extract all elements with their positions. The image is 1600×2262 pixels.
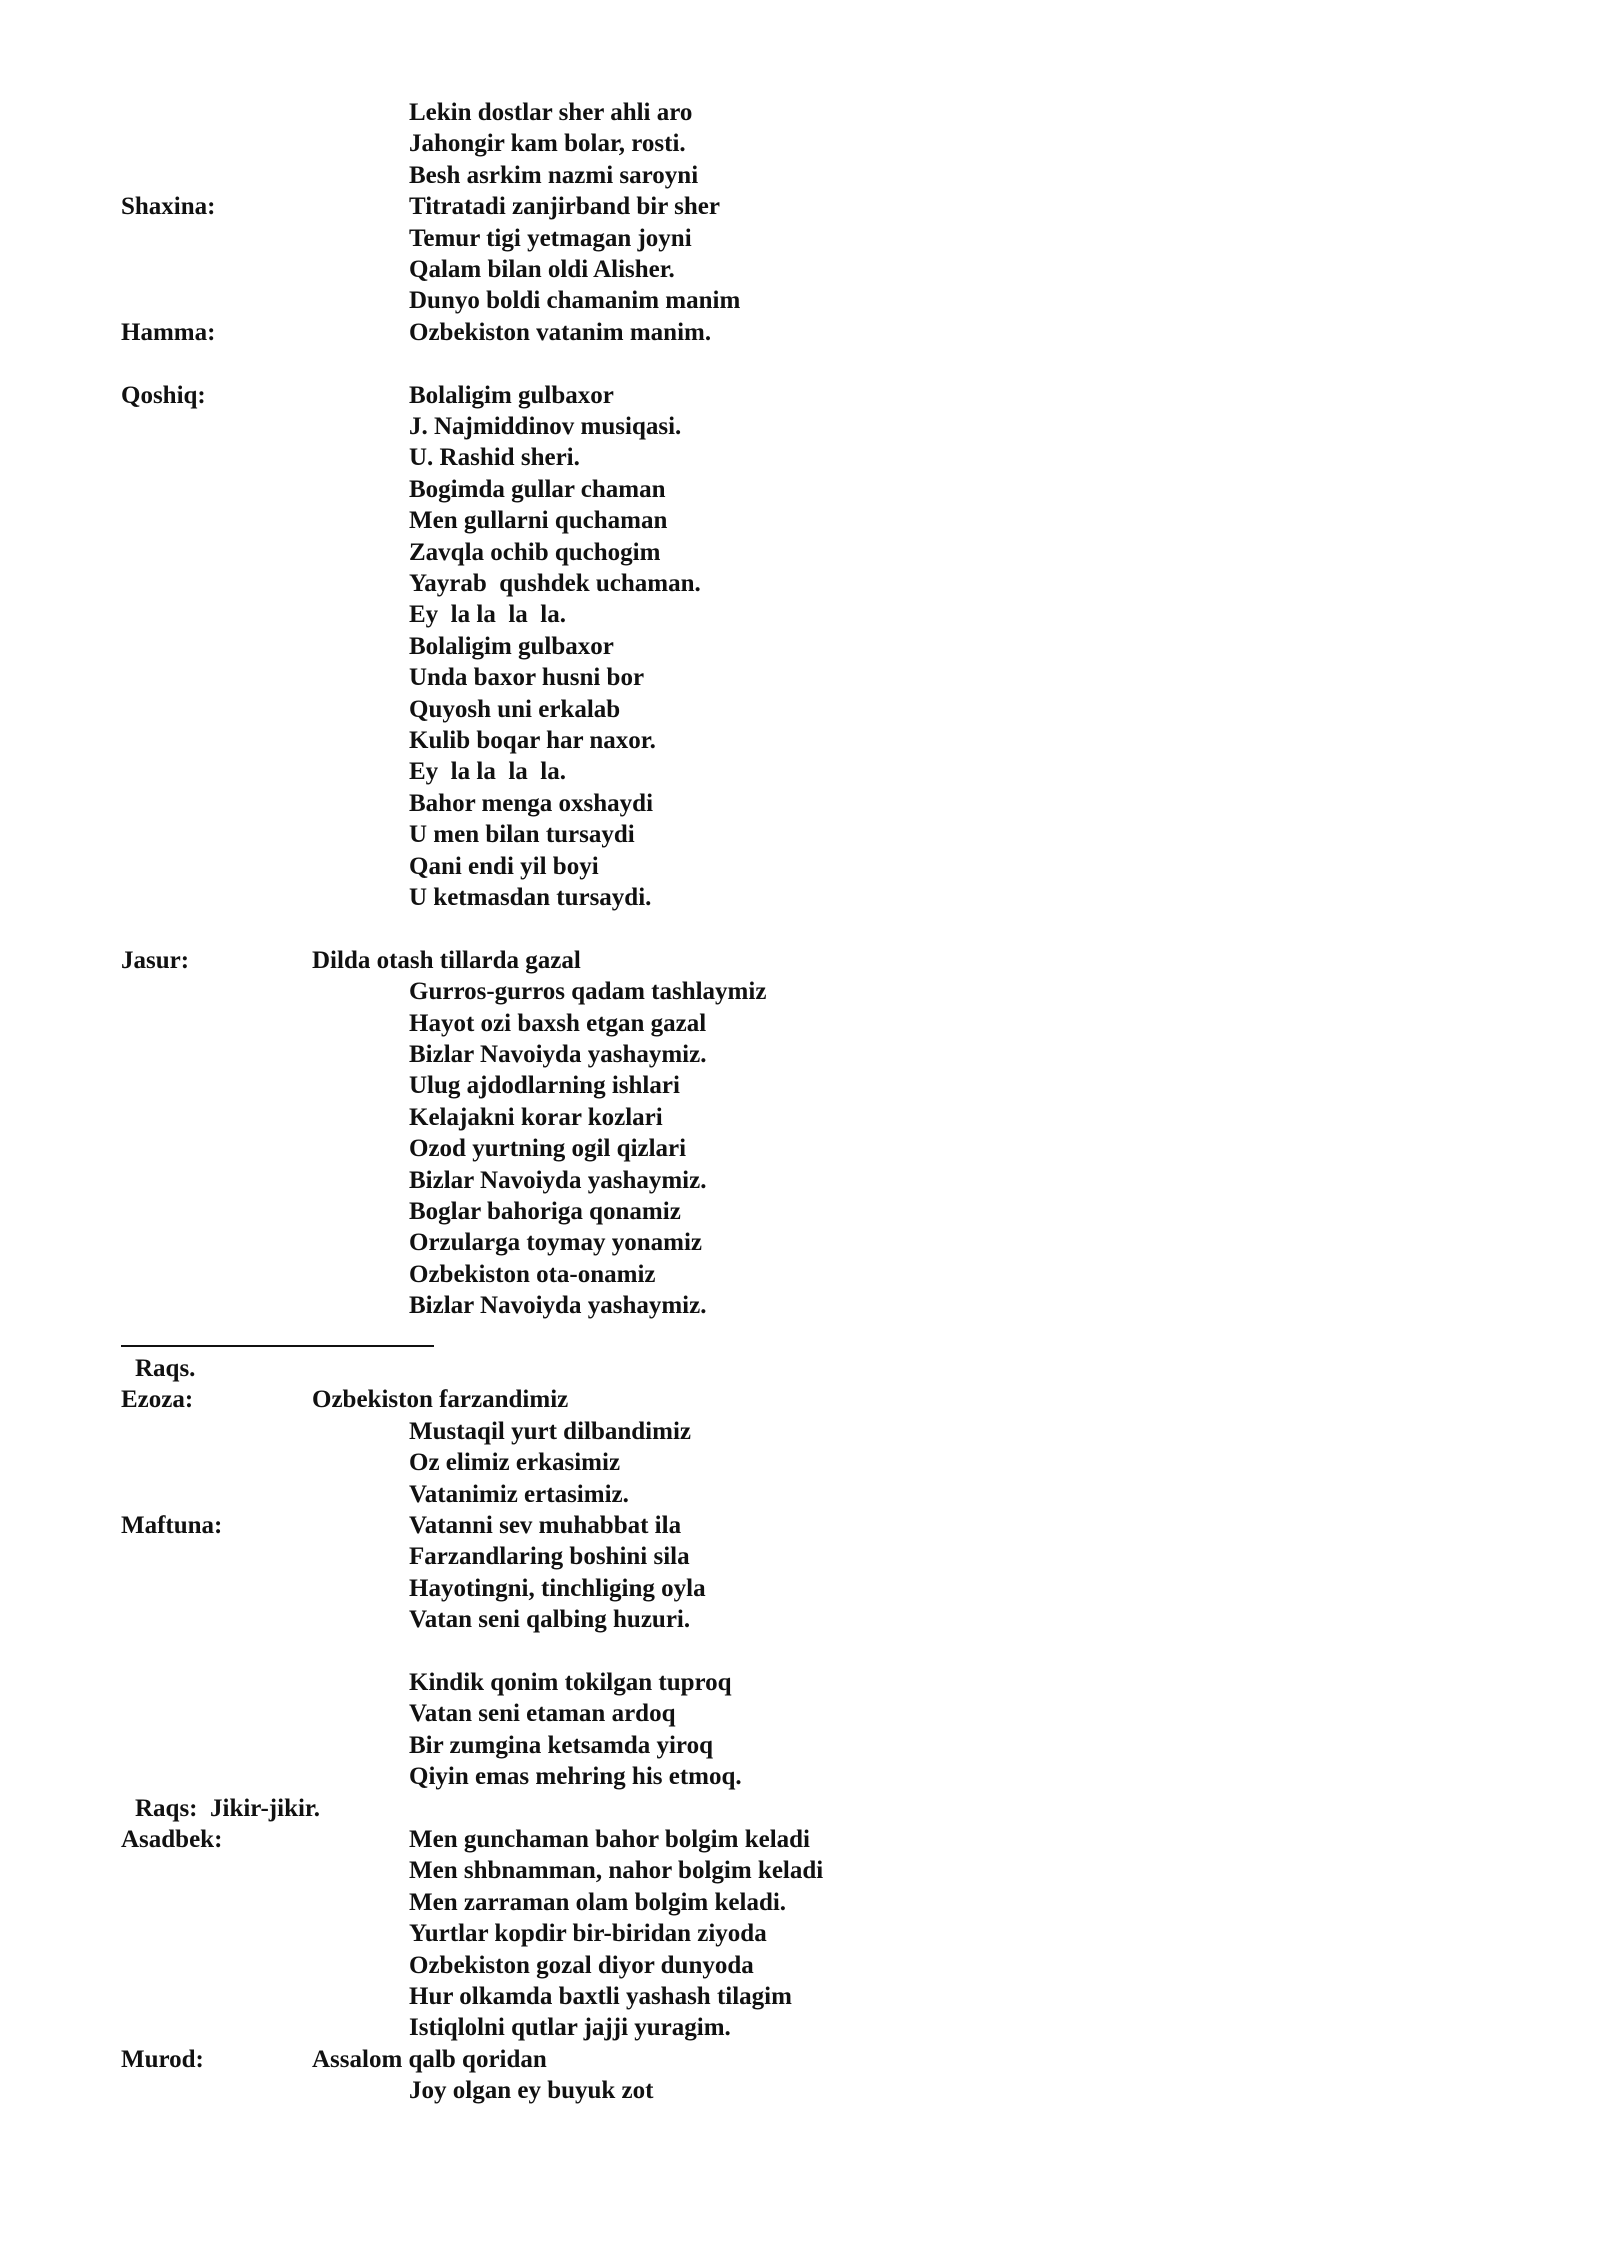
verse-line: Bolaligim gulbaxor [409, 381, 614, 409]
speaker-label: Murod: [121, 2045, 204, 2073]
verse-line: Orzularga toymay yonamiz [409, 1229, 703, 1257]
verse-line: Ey la la la la. [409, 601, 566, 629]
verse-line: Bir zumgina ketsamda yiroq [409, 1731, 713, 1759]
speaker-label: Qoshiq: [121, 381, 206, 409]
verse-line: Bizlar Navoiyda yashaymiz. [409, 1166, 707, 1194]
verse-line: Titratadi zanjirband bir sher [409, 193, 720, 221]
verse-line: Qani endi yil boyi [409, 852, 599, 880]
section-divider [121, 1345, 434, 1347]
verse-line: Kindik qonim tokilgan tuproq [409, 1669, 732, 1696]
verse-line: Hayot ozi baxsh etgan gazal [409, 1009, 707, 1037]
verse-line: U men bilan tursaydi [409, 821, 635, 849]
verse-line: Bizlar Navoiyda yashaymiz. [409, 1292, 707, 1320]
verse-line: Mustaqil yurt dilbandimiz [409, 1417, 691, 1445]
verse-line: Kelajakni korar kozlari [409, 1103, 663, 1131]
verse-line: Vatan seni qalbing huzuri. [409, 1606, 691, 1634]
verse-line: Bahor menga oxshaydi [409, 789, 654, 817]
verse-line: Unda baxor husni bor [409, 664, 645, 692]
verse-line: Istiqlolni qutlar jajji yuragim. [409, 2014, 731, 2042]
verse-line: Ulug ajdodlarning ishlari [409, 1072, 680, 1100]
verse-line: Ozbekiston vatanim manim. [409, 318, 712, 346]
verse-line: Men gunchaman bahor bolgim keladi [409, 1826, 811, 1853]
verse-line: Ozbekiston gozal diyor dunyoda [409, 1951, 754, 1979]
verse-line: Vatan seni etaman ardoq [409, 1700, 676, 1728]
speaker-label: Asadbek: [121, 1826, 223, 1853]
verse-line: Vatanni sev muhabbat ila [409, 1512, 682, 1539]
speaker-label: Shaxina: [121, 193, 216, 221]
verse-line: Vatanimiz ertasimiz. [409, 1480, 629, 1508]
verse-line: Boglar bahoriga qonamiz [409, 1198, 681, 1225]
verse-line: Yayrab qushdek uchaman. [409, 570, 701, 597]
verse-line: Bogimda gullar chaman [409, 475, 666, 503]
verse-line: Qalam bilan oldi Alisher. [409, 256, 675, 283]
verse-line: Gurros-gurros qadam tashlaymiz [409, 978, 767, 1006]
verse-line: Bolaligim gulbaxor [409, 632, 614, 660]
stage-direction: Raqs: Jikir-jikir. [135, 1794, 320, 1822]
verse-line: Farzandlaring boshini sila [409, 1543, 690, 1571]
verse-line: Men shbnamman, nahor bolgim keladi [409, 1857, 824, 1885]
verse-line: Assalom qalb qoridan [312, 2045, 547, 2073]
verse-line: Dunyo boldi chamanim manim [409, 287, 741, 315]
verse-line: Hayotingni, tinchliging oyla [409, 1574, 706, 1602]
verse-line: Lekin dostlar sher ahli aro [409, 99, 693, 126]
verse-line: Besh asrkim nazmi saroyni [409, 161, 699, 189]
verse-line: Temur tigi yetmagan joyni [409, 224, 692, 252]
verse-line: Bizlar Navoiyda yashaymiz. [409, 1041, 707, 1068]
verse-line: U. Rashid sheri. [409, 444, 580, 472]
verse-line: Ozbekiston farzandimiz [312, 1386, 569, 1414]
speaker-label: Jasur: [121, 946, 190, 974]
speaker-label: Ezoza: [121, 1386, 194, 1414]
speaker-label: Maftuna: [121, 1512, 223, 1539]
stage-direction: Raqs. [135, 1355, 196, 1382]
verse-line: J. Najmiddinov musiqasi. [409, 413, 682, 440]
verse-line: Qiyin emas mehring his etmoq. [409, 1763, 742, 1791]
verse-line: Men gullarni quchaman [409, 507, 668, 535]
verse-line: Kulib boqar har naxor. [409, 727, 656, 754]
verse-line: Men zarraman olam bolgim keladi. [409, 1888, 787, 1916]
verse-line: Ozbekiston ota-onamiz [409, 1260, 656, 1288]
verse-line: Jahongir kam bolar, rosti. [409, 130, 686, 158]
verse-line: Oz elimiz erkasimiz [409, 1449, 621, 1477]
verse-line: Zavqla ochib quchogim [409, 538, 661, 566]
verse-line: U ketmasdan tursaydi. [409, 884, 652, 911]
verse-line: Quyosh uni erkalab [409, 695, 621, 723]
speaker-label: Hamma: [121, 318, 216, 346]
verse-line: Ozod yurtning ogil qizlari [409, 1135, 687, 1163]
verse-line: Hur olkamda baxtli yashash tilagim [409, 1983, 792, 2010]
verse-line: Dilda otash tillarda gazal [312, 946, 581, 974]
verse-line: Ey la la la la. [409, 758, 566, 786]
verse-line: Yurtlar kopdir bir-biridan ziyoda [409, 1920, 767, 1948]
verse-line: Joy olgan ey buyuk zot [409, 2077, 654, 2105]
